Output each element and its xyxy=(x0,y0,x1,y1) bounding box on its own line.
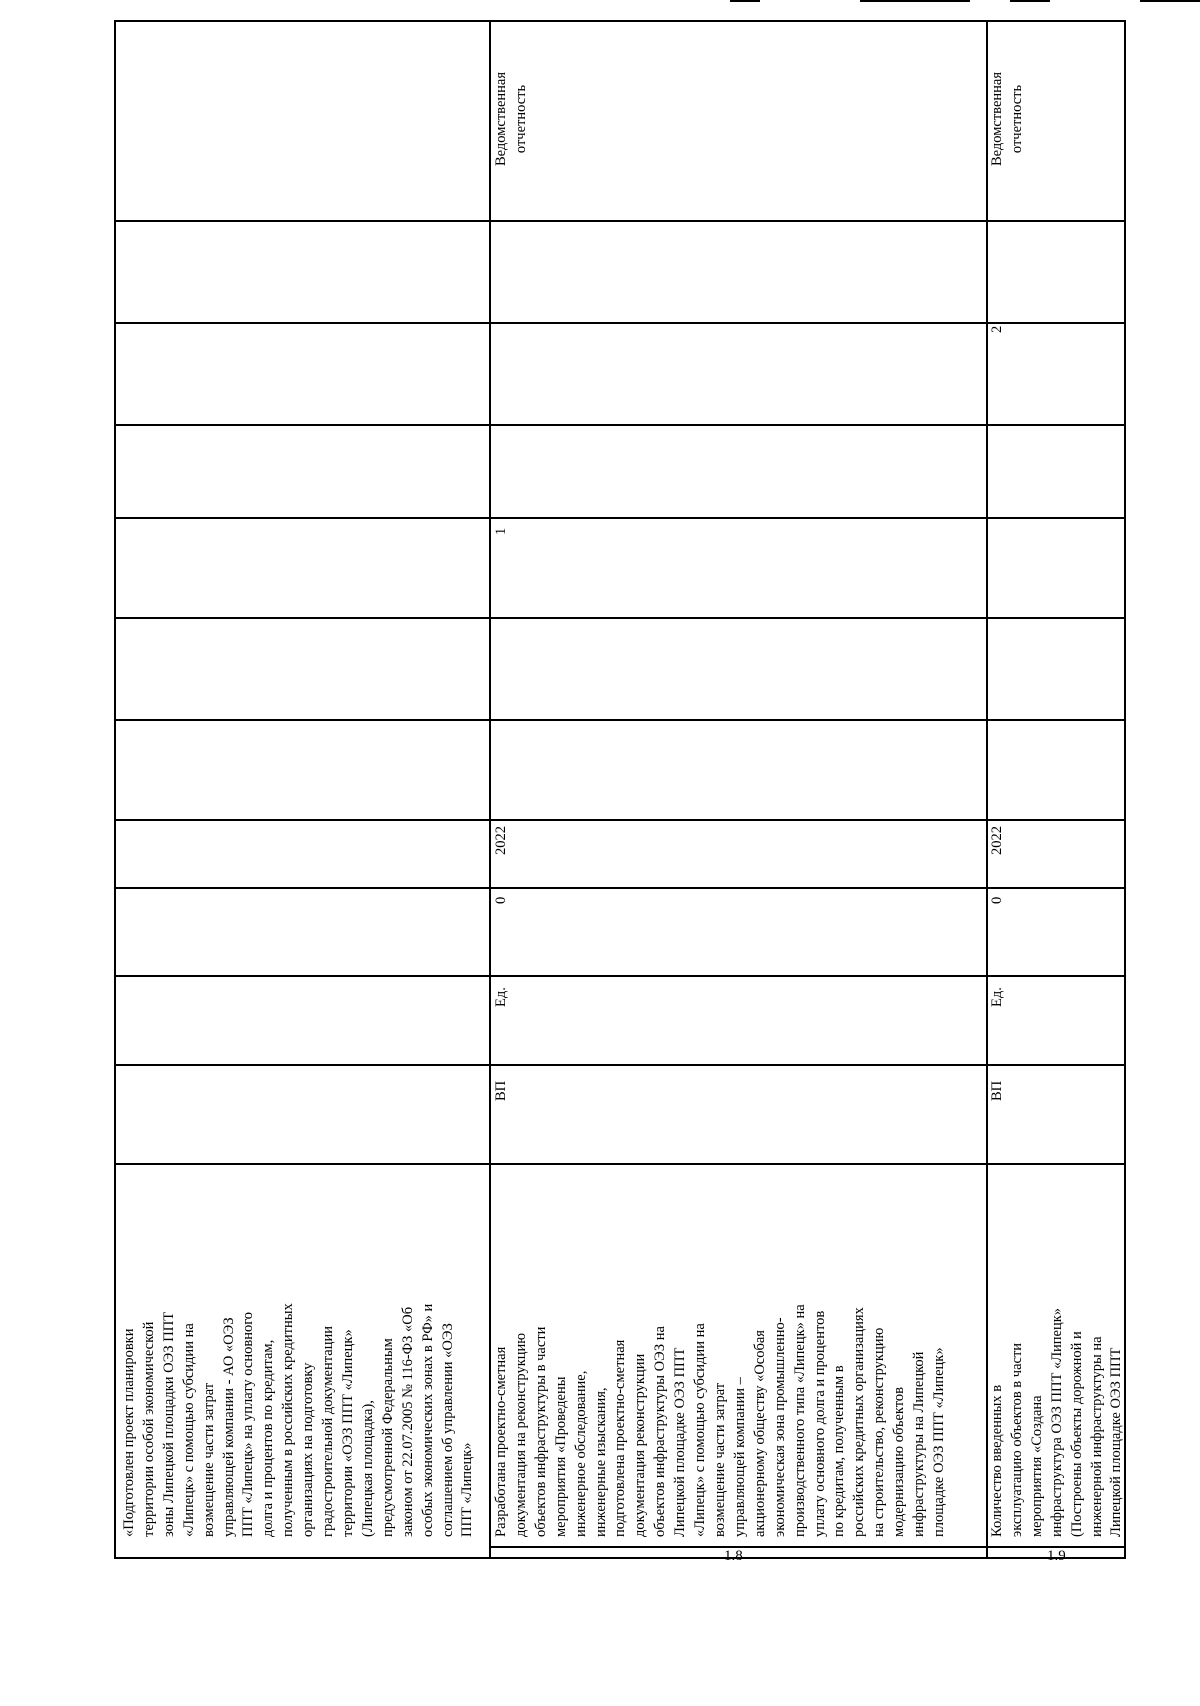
row-1.9-number: 1.9 xyxy=(1047,1548,1066,1564)
row-1.8-source: Ведомственная отчетность xyxy=(493,71,529,167)
row-1.9-description: Количество введенных в эксплуатацию объектов в части мероприятия «Создана инфраструктура ОЭЗ ППТ «Липецк» (Построены объекты дорожной и инженерной инфраструктуры на Липецкой площадке ОЭЗ ППТ xyxy=(989,1307,1125,1537)
table-border-left xyxy=(114,20,116,1559)
row-1-description: «Подготовлен проект планировки территории особой экономической зоны Липецкой площадки ОЭЗ ППТ «Липецк» с помощью субсидии на возмещение части затрат управляющей компании - АО «ОЭЗ ППТ «Липецк» на уплату основного долга и процентов по кредитам, полученным в российских кредитных организациях на подготовку градостроительной документации территории «ОЭЗ ППТ «Липецк» (Липецкая площадка), предусмотренной Федеральным законом от 22.07.2005 № 116-ФЗ «Об особых экономических зонах в РФ» и соглашением об управлении «ОЭЗ ППТ «Липецк» xyxy=(121,1303,476,1537)
column-divider xyxy=(114,1163,1126,1165)
scan-artifact xyxy=(1010,0,1050,2)
column-divider xyxy=(114,322,1126,324)
row-1.8-description: Разработана проектно-сметная документация на реконструкцию объектов инфраструктуры в части мероприятия «Проведены инженерное обследование, инженерные изыскания, подготовлена проектно-сметная документация реконструкции объектов инфраструктуры ОЭЗ на Липецкой площадке ОЭЗ ППТ «Липецк» с помощью субсидии на возмещение части затрат управляющей компании – акционерному обществу «Особая экономическая зона промышленно- производственного типа «Липецк» на уплату основного долга и процентов по кредитам, полученным в российских кредитных организациях на строительство, реконструкцию модернизацию объектов инфраструктуры на Липецкой площадке ОЭЗ ППТ «Липецк» xyxy=(493,1304,947,1537)
row-1.8-year: 2022 xyxy=(493,826,509,855)
column-divider xyxy=(114,975,1126,977)
column-divider xyxy=(114,719,1126,721)
scan-artifact xyxy=(860,0,970,2)
row-1.8-unit: Ед. xyxy=(493,987,509,1007)
row-1.8-number: 1.8 xyxy=(724,1548,743,1564)
row-1.9-unit: Ед. xyxy=(989,987,1005,1007)
table-border-top xyxy=(114,20,1126,22)
rotated-indicator-table xyxy=(114,20,1126,1564)
column-divider xyxy=(114,617,1126,619)
row-1.9-year: 2022 xyxy=(989,826,1005,855)
row-1.8-value-1: 1 xyxy=(493,527,509,535)
row-divider xyxy=(489,20,491,1559)
row-1.9-value-3: 2 xyxy=(989,325,1005,333)
row-1.8-type: ВП xyxy=(493,1080,509,1101)
column-divider xyxy=(114,424,1126,426)
row-1.9-type: ВП xyxy=(989,1080,1005,1101)
column-divider xyxy=(114,1064,1126,1066)
row-1.9-source: Ведомственная отчетность xyxy=(989,71,1025,167)
table-border-bottom xyxy=(114,1557,1126,1559)
scan-artifact xyxy=(730,0,760,2)
row-1.9-base-value: 0 xyxy=(989,896,1005,904)
column-divider xyxy=(114,887,1126,889)
scan-artifact xyxy=(1140,0,1200,2)
row-1.8-base-value: 0 xyxy=(493,896,509,904)
column-divider xyxy=(114,819,1126,821)
column-divider xyxy=(114,220,1126,222)
column-divider xyxy=(114,517,1126,519)
